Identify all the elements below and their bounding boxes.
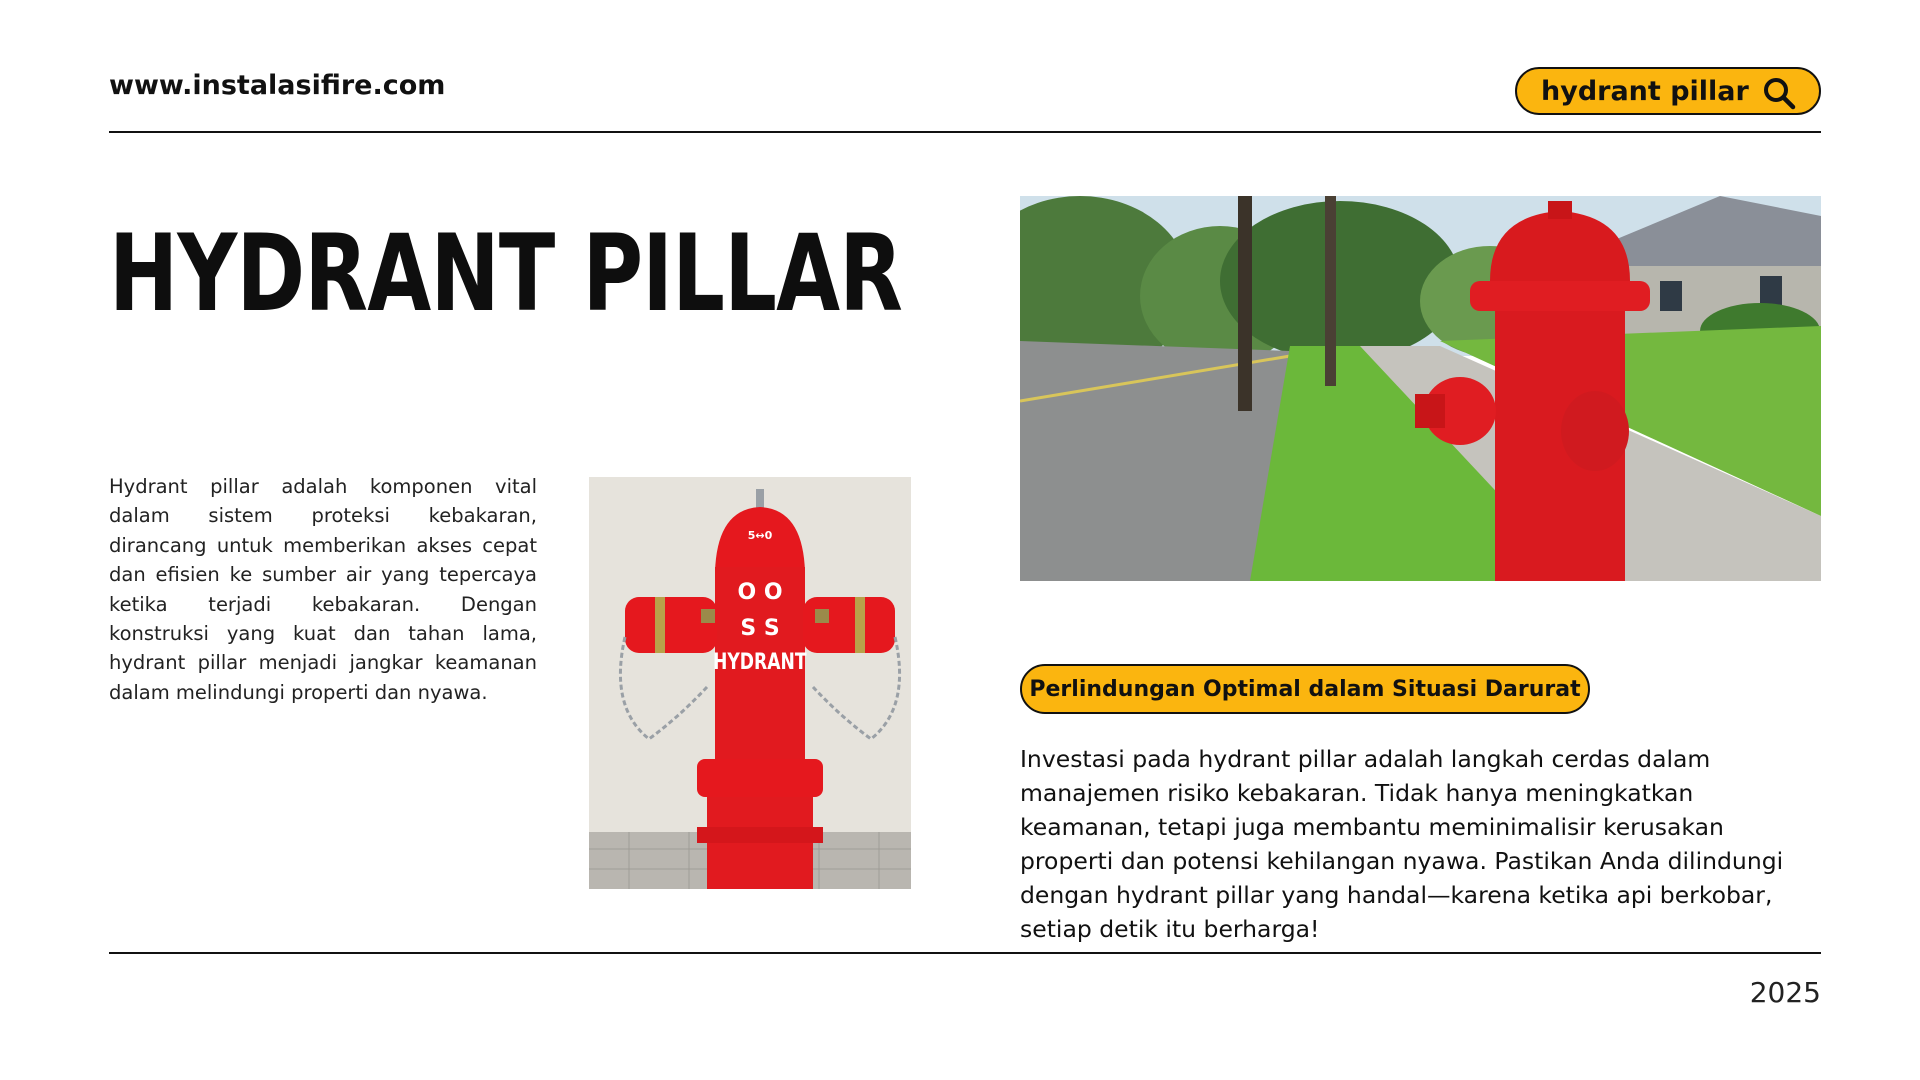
search-label: hydrant pillar <box>1541 75 1749 107</box>
tagline-badge: Perlindungan Optimal dalam Situasi Darurat <box>1020 664 1590 714</box>
header-divider <box>109 131 1821 133</box>
hydrant-pillar-photo <box>589 477 911 889</box>
search-button[interactable] <box>1515 67 1821 115</box>
street-hydrant-photo <box>1020 196 1821 581</box>
body-paragraph: Investasi pada hydrant pillar adalah langkah cerdas dalam manajemen risiko kebakaran. Tidak hanya meningkatkan keamanan, tetapi juga membantu meminimalisir kerusakan properti dan potensi kehilangan nyawa. Pastikan Anda dilindungi dengan hydrant pillar yang handal—karena ketika api berkobar, setiap detik itu berharga! <box>1020 745 1784 943</box>
page-title: HYDRANT PILLAR <box>109 212 903 335</box>
stencil-oo: O O <box>737 580 783 605</box>
site-url[interactable]: www.instalasifire.com <box>109 70 446 101</box>
search-icon <box>1761 75 1797 111</box>
stencil-top: 5↔0 <box>747 529 773 542</box>
footer-year: 2025 <box>1749 976 1821 1009</box>
intro-paragraph: Hydrant pillar adalah komponen vital dalam sistem proteksi kebakaran, dirancang untuk memberikan akses cepat dan efisien ke sumber air yang tepercaya ketika terjadi kebakaran. Dengan konstruksi yang kuat dan tahan lama, hydrant pillar menjadi jangkar keamanan dalam melindungi properti dan nyawa. <box>109 475 537 704</box>
stencil-hydrant: HYDRANT <box>713 648 807 675</box>
footer-divider <box>109 952 1821 954</box>
stencil-ss: S S <box>740 616 780 641</box>
